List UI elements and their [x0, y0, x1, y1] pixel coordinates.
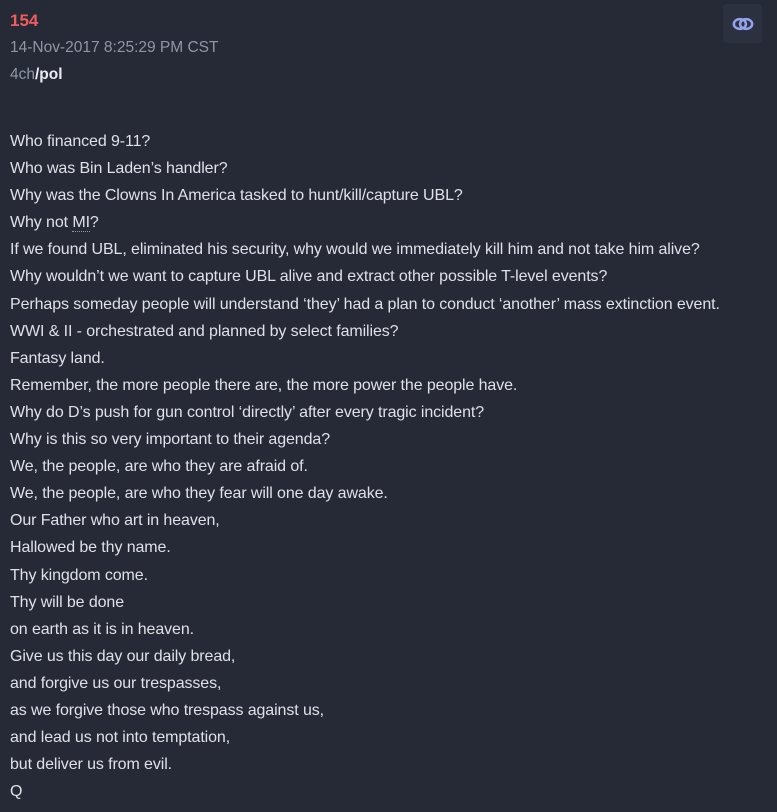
- post-body-line: [10, 534, 767, 561]
- body-text-segment: Why is this so very important to their agenda?: [10, 431, 330, 449]
- body-text-segment: Q: [10, 783, 23, 801]
- post-body-line: [10, 263, 767, 290]
- source-prefix: 4ch: [10, 66, 35, 83]
- body-text-segment: Why wouldn’t we want to capture UBL alive and extract other possible T-level events?: [10, 268, 608, 286]
- post-body-line: [10, 236, 767, 263]
- body-text-segment: and forgive us our trespasses,: [10, 674, 222, 692]
- post-body-line: [10, 616, 767, 643]
- body-text-segment: Who financed 9-11?: [10, 133, 151, 150]
- post-body-line: [10, 318, 767, 345]
- post-body-line: [10, 670, 767, 697]
- post-body-line: [10, 399, 767, 426]
- post-body-line: [10, 589, 767, 616]
- body-text-segment: Who was Bin Laden’s handler?: [10, 160, 228, 178]
- body-text-segment: Hallowed be thy name.: [10, 539, 171, 557]
- post-body-line: [10, 643, 767, 670]
- post-body-line: [10, 697, 767, 724]
- body-text-segment: on earth as it is in heaven.: [10, 620, 194, 638]
- body-text-segment: and lead us not into temptation,: [10, 729, 231, 747]
- body-text-segment: Thy will be done: [10, 593, 125, 611]
- body-text-segment: but deliver us from evil.: [10, 756, 173, 774]
- body-text-segment: ?: [89, 214, 99, 232]
- post-body-line: [10, 480, 767, 507]
- post-body: [10, 128, 767, 805]
- post-body-line: [10, 507, 767, 534]
- post-source: [10, 61, 767, 88]
- body-text-segment: Our Father who art in heaven,: [10, 512, 220, 530]
- body-text-segment: Thy kingdom come.: [10, 566, 148, 584]
- permalink-button[interactable]: [723, 4, 762, 43]
- body-text-segment: Remember, the more people there are, the more power the people have.: [10, 376, 518, 394]
- body-text-segment: Why not: [10, 214, 73, 232]
- body-text-segment: Perhaps someday people will understand ‘they’ had a plan to conduct ‘another’ mass extinction event.: [10, 295, 720, 313]
- post-body-line: [10, 182, 767, 209]
- post-body-line: [10, 562, 767, 589]
- chain-link-icon: [732, 16, 754, 32]
- post-number-link[interactable]: 154: [10, 11, 39, 30]
- body-text-segment: We, the people, are who they are afraid of.: [10, 458, 308, 476]
- abbr-underlined-text: MI: [72, 214, 90, 232]
- post-body-line: [10, 453, 767, 480]
- post-body-line: [10, 209, 767, 236]
- body-text-segment: Why was the Clowns In America tasked to hunt/kill/capture UBL?: [10, 187, 463, 205]
- source-board: /pol: [35, 66, 63, 83]
- body-text-segment: WWI & II - orchestrated and planned by select families?: [10, 322, 399, 340]
- body-text-segment: Why do D’s push for gun control ‘directly’ after every tragic incident?: [10, 403, 485, 421]
- body-text-segment: Give us this day our daily bread,: [10, 647, 236, 665]
- body-text-segment: If we found UBL, eliminated his security, why would we immediately kill him and not take him alive?: [10, 241, 700, 259]
- post-body-line: [10, 128, 767, 155]
- post-meta: [10, 8, 767, 88]
- post-body-line: [10, 372, 767, 399]
- post-body-line: [10, 724, 767, 751]
- post-body-line: [10, 751, 767, 778]
- post-body-line: [10, 291, 767, 318]
- body-text-segment: We, the people, are who they fear will one day awake.: [10, 485, 388, 503]
- post-body-line: [10, 426, 767, 453]
- post-body-line: [10, 345, 767, 372]
- post-body-line: [10, 155, 767, 182]
- post-header: [10, 8, 767, 88]
- body-text-segment: Fantasy land.: [10, 349, 105, 367]
- post-timestamp: 14-Nov-2017 8:25:29 PM CST: [10, 39, 219, 56]
- body-text-segment: as we forgive those who trespass against us,: [10, 701, 324, 719]
- post-body-line: [10, 778, 767, 805]
